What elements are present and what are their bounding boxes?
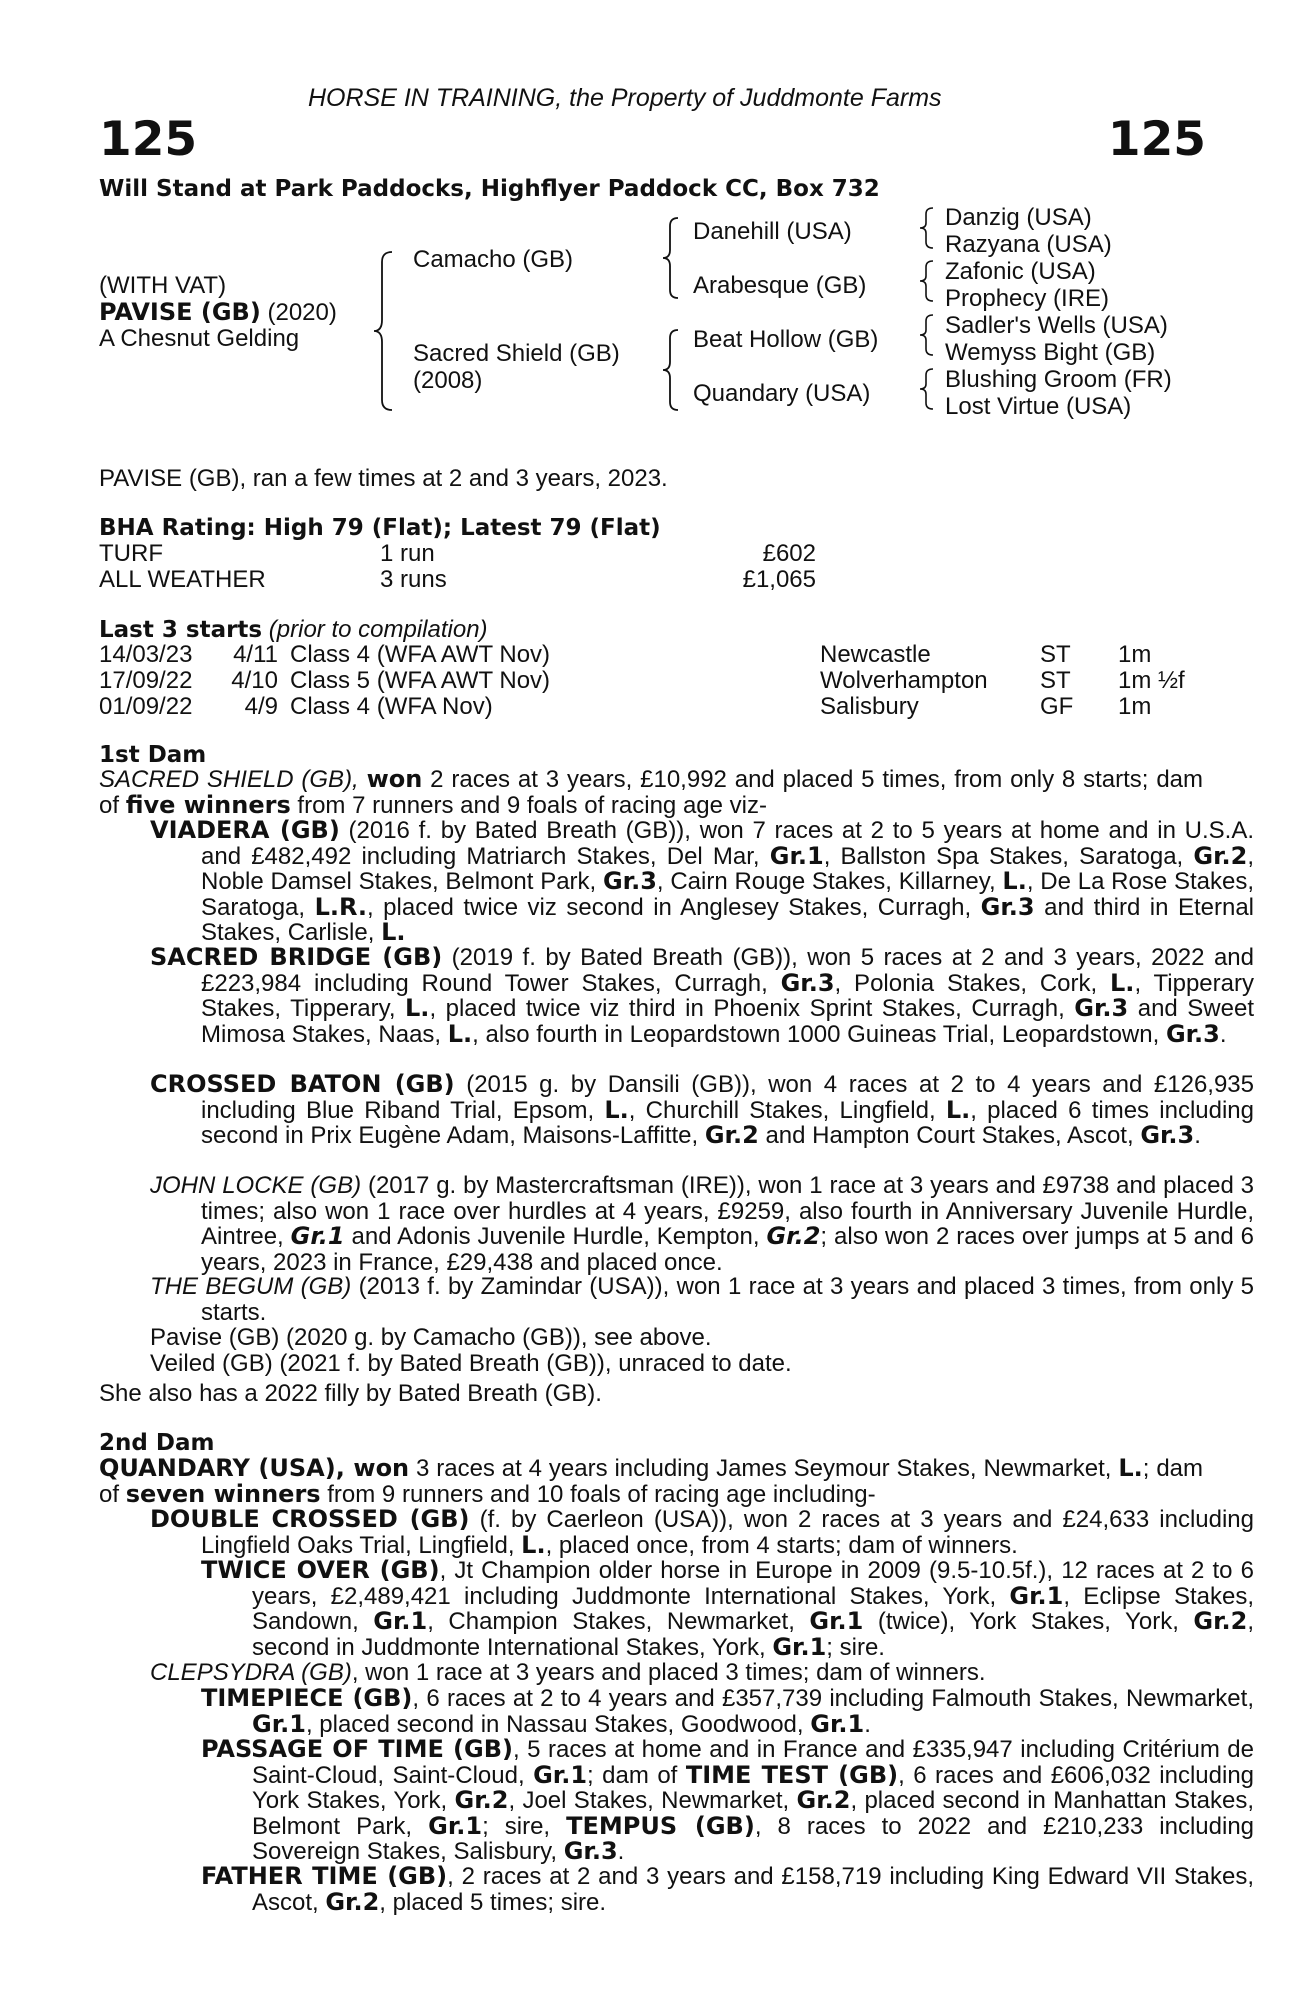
dam2-entry (150, 1660, 1254, 1686)
start-course: Wolverhampton (820, 667, 988, 694)
text-run: , Ballston Spa Stakes, Saratoga, (823, 842, 1194, 870)
text-run: , placed once, from 4 starts; dam of winners. (545, 1531, 1018, 1559)
text-run: Gr.3 (980, 892, 1035, 921)
horse-description: A Chesnut Gelding (99, 325, 300, 352)
text-run: , Churchill Stakes, Lingfield, (628, 1096, 946, 1124)
dam2-entry (201, 1558, 1254, 1660)
text-run: . (864, 1710, 871, 1738)
pedigree-sire-dam: Arabesque (GB) (693, 272, 867, 299)
text-run: , placed twice viz second in Anglesey Stakes, Curragh, (367, 893, 981, 921)
text-run: , 8 races to 2022 and £210,233 including Sovereign Stakes, Salisbury, (252, 1812, 1255, 1865)
progeny-entry (150, 1351, 1254, 1377)
progeny-entry (150, 1325, 1254, 1351)
text-run: SACRED SHIELD (GB), (99, 766, 367, 793)
text-run: L. (1118, 1454, 1143, 1482)
text-run: , Noble Damsel Stakes, Belmont Park, (201, 842, 1254, 895)
dam2-entry (201, 1737, 1254, 1865)
text-run: ; sire. (826, 1633, 885, 1661)
start-pos: 4/11 (233, 641, 278, 668)
text-run: , also fourth in Leopardstown 1000 Guineas Trial, Leopardstown, (472, 1020, 1166, 1048)
text-run: Gr.1 (290, 1222, 345, 1250)
text-run: CROSSED BATON (GB) (150, 1070, 455, 1098)
text-run: Gr.1 (769, 841, 824, 870)
text-run: PASSAGE OF TIME (GB) (201, 1735, 513, 1763)
text-run: Gr.1 (1009, 1581, 1064, 1610)
text-run: . (1194, 1122, 1201, 1149)
horse-title (99, 298, 337, 327)
text-run: (2013 f. by Zamindar (USA)), won 1 race at 3 years and placed 3 times, from only 5 starts. (201, 1273, 1254, 1326)
text-run: and third in Eternal Stakes, Carlisle, (201, 893, 1254, 946)
start-dist: 1m (1118, 641, 1152, 668)
text-run: , Polonia Stakes, Cork, (834, 969, 1111, 997)
text-run: L. (1002, 867, 1027, 895)
text-run: TIME TEST (GB) (685, 1760, 899, 1789)
text-run: Gr.1 (252, 1709, 306, 1738)
text-run: L. (945, 1095, 971, 1124)
text-run: (f. by Caerleon (USA)), won 2 races at 3 years and £24,633 including Lingfield Oaks Trial, Lingfield, (201, 1506, 1254, 1559)
pedigree-3-4: Prophecy (IRE) (945, 285, 1110, 312)
text-run: , Cairn Rouge Stakes, Killarney, (656, 868, 1003, 895)
text-run: , placed 6 times including second in Prix Eugène Adam, Maisons-Laffitte, (201, 1096, 1254, 1149)
text-run: and Sweet Mimosa Stakes, Naas, (201, 995, 1254, 1048)
text-run: Gr.1 (809, 1607, 864, 1635)
text-run: L. (1110, 968, 1135, 997)
dam2-entry (150, 1507, 1254, 1558)
text-run: Gr.2 (1193, 841, 1248, 870)
text-run: Gr.2 (454, 1786, 509, 1814)
text-run: , placed 5 times; sire. (379, 1888, 607, 1916)
text-run: (2019 f. by Bated Breath (GB)), won 5 races at 2 and 3 years, 2022 and £223,984 including Round Tower Stakes, Curragh, (201, 944, 1254, 997)
text-run: , placed twice viz third in Phoenix Sprint Stakes, Curragh, (429, 995, 1075, 1022)
stand-location: Will Stand at Park Paddocks, Highflyer Paddock CC, Box 732 (99, 176, 880, 202)
bha-rating-heading: BHA Rating: High 79 (Flat); Latest 79 (Flat) (99, 515, 661, 541)
pedigree-brace-3d (917, 367, 937, 411)
text-run: , 6 races and £606,032 including York Stakes, York, (252, 1761, 1255, 1814)
pedigree-brace-3c (917, 313, 937, 357)
pedigree-dam-sire: Beat Hollow (GB) (693, 326, 879, 353)
rating-prize-2: £1,065 (742, 566, 816, 593)
text-run: , 6 races at 2 to 4 years and £357,739 including Falmouth Stakes, Newmarket, (412, 1685, 1254, 1712)
text-run: ; also won 2 races over jumps at 5 and 6 years, 2023 in France, £29,438 and placed once. (201, 1223, 1254, 1276)
text-run: Gr.3 (1165, 1019, 1220, 1048)
text-run: , placed second in Nassau Stakes, Goodwood, (305, 1710, 811, 1738)
pedigree-brace-3a (917, 206, 937, 250)
progeny-entry (150, 1072, 1254, 1149)
text-run: , 2 races at 2 and 3 years and £158,719 including King Edward VII Stakes, Ascot, (252, 1863, 1255, 1916)
text-run: Gr.2 (704, 1121, 759, 1149)
last-starts-heading (99, 616, 488, 644)
text-run: Gr.1 (373, 1607, 428, 1635)
text-run: Gr.2 (766, 1222, 821, 1250)
text-run: , 5 races at home and in France and £335,947 including Critérium de Saint-Cloud, Saint-Cloud, (252, 1736, 1254, 1789)
start-race: Class 4 (WFA AWT Nov) (290, 641, 551, 668)
start-course: Newcastle (820, 641, 931, 668)
text-run: Gr.2 (325, 1887, 380, 1916)
text-run: L.R. (314, 892, 368, 921)
text-run: TEMPUS (GB) (566, 1811, 755, 1840)
pedigree-sire: Camacho (GB) (413, 246, 574, 273)
text-run: TWICE OVER (GB) (201, 1556, 440, 1584)
first-dam-heading: 1st Dam (99, 742, 207, 768)
lot-number-right: 125 (1107, 112, 1206, 167)
last-starts-note: (prior to compilation) (262, 616, 488, 643)
vat-note: (WITH VAT) (99, 272, 227, 299)
pedigree-brace-sire (660, 216, 684, 300)
start-dist: 1m (1118, 693, 1152, 720)
text-run: . (617, 1838, 625, 1865)
text-run: L. (405, 994, 430, 1022)
pedigree-3-5: Sadler's Wells (USA) (945, 312, 1168, 339)
text-run: , second in Juddmonte International Stakes, York, (252, 1608, 1254, 1661)
text-run: Gr.3 (1140, 1121, 1195, 1149)
start-going: ST (1040, 667, 1071, 694)
text-run: QUANDARY (USA), (99, 1454, 354, 1482)
progeny-entry (150, 1274, 1254, 1325)
text-run: THE BEGUM (GB) (150, 1273, 352, 1300)
text-run: and Hampton Court Stakes, Ascot, (758, 1122, 1141, 1149)
text-run: FATHER TIME (GB) (201, 1862, 448, 1890)
pedigree-brace-dam (660, 328, 684, 412)
pedigree-brace-3b (917, 259, 937, 303)
text-run: Gr.1 (428, 1811, 483, 1840)
text-run: (2015 g. by Dansili (GB)), won 4 races at 2 to 4 years and £126,935 including Blue Riband Trial, Epsom, (201, 1071, 1255, 1124)
first-dam-intro (99, 767, 1203, 818)
text-run: Gr.1 (772, 1632, 827, 1661)
rating-prize-1: £602 (762, 540, 816, 567)
text-run: Gr.3 (780, 968, 835, 997)
pedigree-3-1: Danzig (USA) (945, 204, 1092, 231)
text-run: Gr.3 (602, 867, 657, 895)
dam2-entry (201, 1686, 1254, 1737)
text-run: Gr.2 (1193, 1607, 1248, 1635)
text-run: won (353, 1454, 410, 1482)
rating-runs-1: 1 run (380, 540, 435, 567)
text-run: (2016 f. by Bated Breath (GB)), won 7 races at 2 to 5 years at home and in U.S.A. and £482,492 including Matriarch Stakes, Del Mar, (201, 817, 1255, 870)
start-pos: 4/10 (231, 667, 278, 694)
pedigree-3-3: Zafonic (USA) (945, 258, 1096, 285)
text-run: SACRED BRIDGE (GB) (150, 943, 443, 971)
text-run: won (366, 765, 423, 793)
second-dam-heading: 2nd Dam (99, 1430, 215, 1456)
text-run: (twice), York Stakes, York, (863, 1608, 1194, 1635)
text-run: Veiled (GB) (2021 f. by Bated Breath (GB)), unraced to date. (150, 1350, 792, 1377)
text-run: , De La Rose Stakes, Saratoga, (201, 868, 1254, 921)
start-course: Salisbury (820, 693, 919, 720)
start-date: 14/03/23 (99, 641, 193, 668)
progeny-entry (150, 818, 1254, 946)
text-run: , Champion Stakes, Newmarket, (427, 1608, 810, 1635)
pedigree-3-6: Wemyss Bight (GB) (945, 339, 1156, 366)
pedigree-3-8: Lost Virtue (USA) (945, 393, 1132, 420)
pedigree-3-7: Blushing Groom (FR) (945, 366, 1172, 393)
start-race: Class 5 (WFA AWT Nov) (290, 667, 551, 694)
catalogue-header: HORSE IN TRAINING, the Property of Juddmonte Farms (308, 84, 942, 112)
text-run: TIMEPIECE (GB) (201, 1684, 413, 1712)
start-date: 17/09/22 (99, 667, 193, 694)
first-dam-footer: She also has a 2022 filly by Bated Breath (GB). (99, 1380, 602, 1407)
text-run: (2017 g. by Mastercraftsman (IRE)), won 1 race at 3 years and £9738 and placed 3 times; also won 1 race over hurdles at 4 years, £9259, also fourth in Anniversary Juvenile Hurdle, Aintree, (201, 1172, 1254, 1250)
start-pos: 4/9 (244, 693, 278, 720)
text-run: L. (381, 918, 406, 946)
text-run: CLEPSYDRA (GB) (150, 1659, 352, 1686)
text-run: , placed second in Manhattan Stakes, Belmont Park, (252, 1787, 1254, 1840)
text-run: from 7 runners and 9 foals of racing age viz- (290, 791, 767, 819)
second-dam-intro (99, 1456, 1203, 1507)
race-summary: PAVISE (GB), ran a few times at 2 and 3 years, 2023. (99, 465, 668, 492)
start-going: ST (1040, 641, 1071, 668)
text-run: , Jt Champion older horse in Europe in 2009 (9.5-10.5f.), 12 races at 2 to 6 years, £2,489,421 including Juddmonte International Stakes, York, (252, 1557, 1254, 1610)
rating-runs-2: 3 runs (380, 566, 447, 593)
text-run: Pavise (GB) (2020 g. by Camacho (GB)), see above. (150, 1324, 712, 1351)
text-run: JOHN LOCKE (GB) (150, 1172, 362, 1199)
text-run: Gr.3 (563, 1837, 618, 1865)
text-run: ; dam of (587, 1761, 686, 1789)
text-run: Gr.2 (796, 1786, 851, 1814)
text-run: L. (447, 1019, 473, 1048)
text-run: Gr.1 (533, 1760, 588, 1789)
rating-surface-1: TURF (99, 540, 163, 567)
progeny-entry (150, 1173, 1254, 1275)
text-run: L. (521, 1530, 546, 1559)
pedigree-dam-line1: Sacred Shield (GB) (413, 340, 620, 367)
text-run: . (1219, 1020, 1227, 1048)
text-run: and Adonis Juvenile Hurdle, Kempton, (344, 1223, 767, 1250)
text-run: , Eclipse Stakes, Sandown, (252, 1582, 1254, 1635)
text-run: VIADERA (GB) (150, 816, 340, 844)
text-run: DOUBLE CROSSED (GB) (150, 1505, 470, 1533)
text-run: , Joel Stakes, Newmarket, (508, 1787, 797, 1814)
pedigree-dam-dam: Quandary (USA) (693, 380, 871, 407)
text-run: , Tipperary Stakes, Tipperary, (201, 969, 1254, 1022)
text-run: ; sire, (482, 1812, 567, 1840)
text-run: 2 races at 3 years, £10,992 and placed 5 times, from only 8 starts; dam of (99, 766, 1203, 819)
start-dist: 1m ½f (1118, 667, 1185, 694)
pedigree-3-2: Razyana (USA) (945, 231, 1112, 258)
pedigree-brace-gen1 (370, 250, 400, 412)
dam2-entry (201, 1864, 1254, 1915)
text-run: from 9 runners and 10 foals of racing age including- (320, 1480, 876, 1508)
horse-name: PAVISE (GB) (99, 298, 261, 326)
start-going: GF (1040, 693, 1074, 720)
text-run: Gr.1 (810, 1709, 865, 1738)
text-run: seven winners (125, 1479, 321, 1508)
text-run: five winners (125, 790, 291, 819)
text-run: ; dam of (99, 1455, 1204, 1508)
rating-surface-2: ALL WEATHER (99, 566, 266, 593)
text-run: Gr.3 (1074, 994, 1129, 1022)
progeny-entry (150, 945, 1254, 1047)
text-run: L. (604, 1095, 629, 1124)
text-run: 3 races at 4 years including James Seymour Stakes, Newmarket, (409, 1455, 1119, 1482)
start-date: 01/09/22 (99, 693, 193, 720)
pedigree-dam-line2: (2008) (413, 367, 483, 394)
text-run: , won 1 race at 3 years and placed 3 times; dam of winners. (351, 1659, 986, 1686)
start-race: Class 4 (WFA Nov) (290, 693, 493, 720)
horse-year: (2020) (260, 299, 337, 326)
last-starts-title: Last 3 starts (99, 617, 263, 643)
pedigree-sire-sire: Danehill (USA) (693, 218, 852, 245)
lot-number-left: 125 (99, 112, 198, 167)
